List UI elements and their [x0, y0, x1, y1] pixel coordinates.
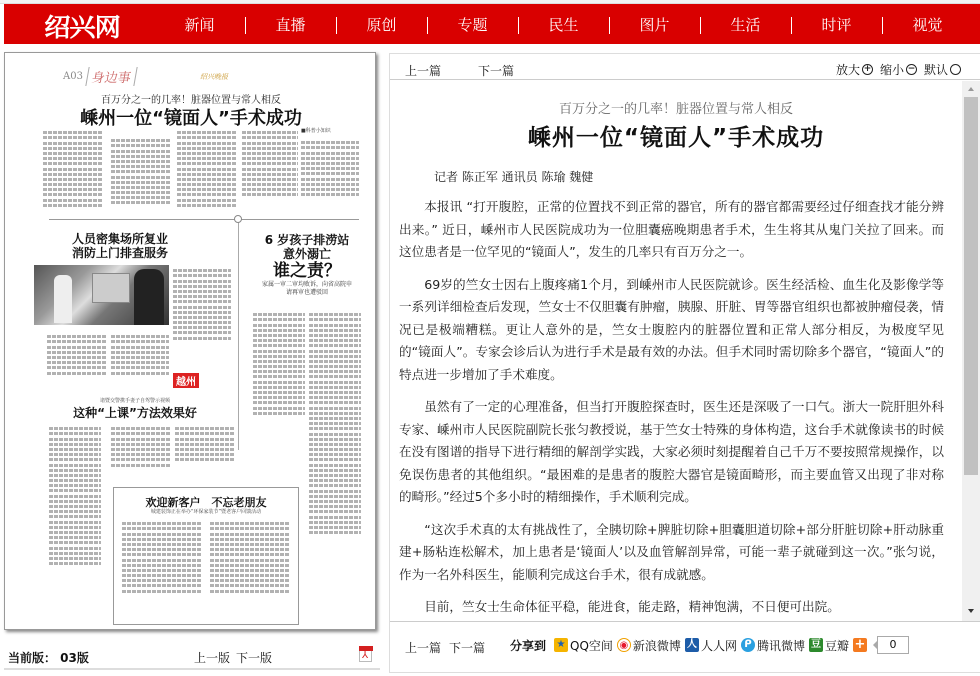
- story4-kicker: 诸暨交警携手妻子自驾警示视频: [99, 398, 170, 404]
- share-renren[interactable]: 人 人人网: [686, 638, 737, 653]
- story-text-area[interactable]: [47, 333, 107, 389]
- next-edition-link[interactable]: 下一版: [236, 651, 273, 665]
- story-text-area[interactable]: [111, 333, 169, 389]
- page-footer: [4, 646, 380, 666]
- circle-icon: [950, 64, 961, 75]
- plus-circle-icon: +: [863, 64, 872, 74]
- ad-box[interactable]: [113, 487, 299, 625]
- sidebar-text-area[interactable]: [301, 139, 359, 215]
- share-count: 0: [877, 636, 909, 654]
- nav-item-livelihood[interactable]: 民生: [518, 14, 609, 35]
- article-panel: [389, 53, 980, 673]
- page-vertical-divider: [238, 220, 239, 450]
- zoom-in-button[interactable]: 放大 +: [835, 63, 872, 77]
- main-nav: [154, 4, 973, 44]
- article-paragraph: “这次手术真的太有挑战性了，全胰切除+脾脏切除+胆囊胆道切除+部分肝脏切除+肝动脉重建+肠粘连松解术，加上患者是‘镜面人’以及血管解剖异常，可能一辈子就碰到这一次。”张匀说，作为一名外科医生，能顺利完成这台手术，很有成就感。: [399, 521, 944, 582]
- share-douban[interactable]: 豆 豆瓣: [810, 638, 849, 653]
- font-size-controls: [832, 61, 961, 78]
- share-label: 分享到: [510, 638, 547, 653]
- ad-text-area: [210, 520, 290, 620]
- article-paragraph: 虽然有了一定的心理准备，但当打开腹腔探查时，医生还是深吸了一口气。浙大一院肝胆外科专家、嵊州市人民医院副院长张匀教授说，基于竺女士特殊的身体构造，这台手术就像读书的时候在没有图谱的指导下进行精细的解剖学实践，大家必须时刻提醒着自己千万不要按照常规操作，以免误伤患者的其他组织。“最困难的是患者的腹腔大器官是镜面畸形，而主要血管又出现了非对称的畸形。”经过5个多小时的精细操作，手术顺利完成。: [399, 399, 944, 504]
- nav-item-commentary[interactable]: 时评: [791, 14, 882, 35]
- nav-item-original[interactable]: 原创: [336, 14, 427, 35]
- reset-size-button[interactable]: 默认: [924, 61, 961, 78]
- top-navbar: [4, 4, 980, 44]
- story-text-area[interactable]: [43, 129, 103, 215]
- article-toolbar: [390, 54, 980, 80]
- article-paragraph: 本报讯 “打开腹腔，正常的位置找不到正常的器官，所有的器官都需要经过仔细查找才能分辨出来。” 近日，嵊州市人民医院成功为一位胆囊癌晚期患者手术，生生将其从鬼门关拉了回来。而这位患者是一位罕见的“镜面人”，发生的几率只有百万分之一。: [399, 199, 944, 259]
- page-divider: [49, 219, 359, 220]
- article-body: [399, 196, 944, 621]
- story-text-area[interactable]: [173, 267, 231, 365]
- page-main-subtitle[interactable]: 百万分之一的几率！脏器位置与常人相反: [101, 95, 281, 106]
- nav-item-photos[interactable]: 图片: [609, 14, 700, 35]
- plus-icon: +: [854, 637, 866, 652]
- prev-edition-link[interactable]: 上一版: [194, 651, 231, 665]
- newspaper-page-image[interactable]: [5, 53, 376, 630]
- ad-title: 欢迎新客户 不忘老朋友: [145, 496, 267, 509]
- page-date-line: [140, 74, 200, 79]
- story2-title[interactable]: 人员密集场所复业 消防上门排查服务: [71, 232, 168, 260]
- douban-icon: 豆: [810, 639, 821, 650]
- nav-item-news[interactable]: 新闻: [184, 15, 215, 34]
- page-number: A03: [63, 71, 83, 82]
- tencent-weibo-icon: ᑭ: [741, 638, 755, 652]
- story-text-area[interactable]: [111, 137, 171, 215]
- current-edition: 当前版： 03版: [8, 651, 89, 665]
- nav-item-visual[interactable]: 视觉: [882, 14, 973, 35]
- ad-subtitle: 城建装饰正在举办“环保家装节”暨老客户回馈活动: [150, 509, 262, 515]
- divider-circle: [234, 215, 242, 223]
- share-bar: [510, 636, 909, 654]
- page-header: [63, 67, 228, 86]
- site-logo[interactable]: 绍兴网: [44, 13, 120, 42]
- pdf-icon[interactable]: [359, 646, 372, 662]
- zoom-out-button[interactable]: 缩小 −: [879, 63, 916, 77]
- weibo-icon: ◉: [617, 638, 631, 652]
- article-byline: 记者 陈正军 通讯员 陈瑜 魏健: [434, 170, 594, 184]
- sidebar-heading: ■科普小知识: [301, 128, 331, 134]
- yuezhou-stamp: 越州: [173, 373, 199, 388]
- section-name: 身边事: [85, 67, 137, 86]
- renren-icon: 人: [686, 639, 697, 650]
- nav-item-life[interactable]: 生活: [700, 14, 791, 35]
- ad-text-area: [122, 520, 202, 620]
- story-text-area[interactable]: [242, 129, 298, 215]
- footer-prev-article-link[interactable]: 上一篇: [405, 641, 442, 655]
- qzone-star-icon: ★: [554, 638, 568, 652]
- share-tencent-weibo[interactable]: ᑭ 腾讯微博: [741, 637, 805, 654]
- story4-title[interactable]: 这种“上课”方法效果好: [73, 406, 197, 420]
- story-text-area[interactable]: [111, 425, 171, 483]
- share-more[interactable]: [853, 638, 867, 652]
- article-footer: [390, 621, 980, 674]
- story-text-area[interactable]: [175, 425, 235, 483]
- story3-subtitle: 家属一审二审均败诉，向省高院申 请再审也遭驳回: [261, 281, 352, 296]
- newspaper-page-view[interactable]: [4, 52, 376, 630]
- share-qzone[interactable]: ★ QQ空间: [554, 637, 613, 654]
- scroll-down-arrow-icon[interactable]: [962, 607, 980, 617]
- minus-circle-icon: −: [907, 64, 916, 74]
- story-text-area[interactable]: [177, 129, 237, 215]
- nav-item-topics[interactable]: 专题: [427, 14, 518, 35]
- paper-name: 绍兴晚报: [199, 72, 228, 81]
- story-text-area[interactable]: [309, 311, 361, 611]
- next-article-link[interactable]: 下一篇: [478, 64, 515, 78]
- prev-article-link[interactable]: 上一篇: [405, 64, 442, 78]
- story-text-area[interactable]: [253, 311, 305, 451]
- article-paragraph: 69岁的竺女士因右上腹疼痛1个月，到嵊州市人民医院就诊。医生经活检、血生化及影像学等一系列详细检查后发现，竺女士不仅胆囊有肿瘤，胰腺、肝脏、胃等器官组织也都被肿瘤侵袭，情况已是极端糟糕。更让人意外的是，竺女士腹腔内的脏器位置和正常人部分相反，为极度罕见的“镜面人”。专家会诊后认为进行手术是最有效的办法。但手术同时需切除多个器官，“镜面人”的特点进一步增加了手术难度。: [399, 276, 944, 382]
- article-subtitle: 百万分之一的几率！脏器位置与常人相反: [558, 102, 793, 117]
- scroll-up-arrow-icon[interactable]: [962, 85, 980, 95]
- article-scrollbar[interactable]: [962, 81, 980, 621]
- footer-next-article-link[interactable]: 下一篇: [449, 641, 486, 655]
- scroll-thumb[interactable]: [964, 97, 978, 475]
- page-main-title[interactable]: 嵊州一位“镜面人”手术成功: [80, 108, 302, 129]
- article-title: 嵊州一位“镜面人”手术成功: [527, 125, 825, 151]
- article-content: [390, 81, 962, 621]
- story-text-area[interactable]: [49, 425, 101, 615]
- share-sina-weibo[interactable]: ◉ 新浪微博: [617, 637, 681, 654]
- story2-photo[interactable]: [34, 265, 169, 325]
- nav-item-live[interactable]: 直播: [245, 14, 336, 35]
- story3-title[interactable]: 6 岁孩子排涝站 意外溺亡 谁之责？: [264, 233, 350, 281]
- footer-divider: [4, 668, 380, 670]
- article-paragraph: 目前，竺女士生命体征平稳，能进食，能走路，精神饱满，不日便可出院。: [424, 599, 840, 614]
